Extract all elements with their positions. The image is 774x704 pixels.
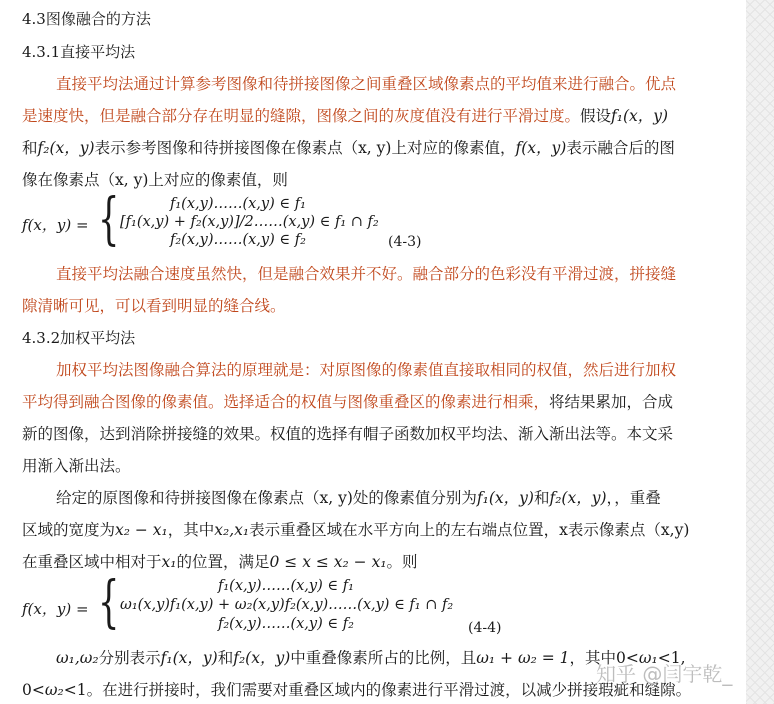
paragraph-line bbox=[22, 679, 691, 701]
math-omega-sum: ω₁ + ω₂ = 1 bbox=[476, 649, 570, 667]
formula-case: f₁(x,y)……(x,y) ∈ f₁ bbox=[218, 578, 354, 594]
paragraph-text: <1。在进行拼接时，我们需要对重叠区域内的像素进行平滑过渡，以减少拼接瑕疵和缝隙。 bbox=[63, 681, 692, 699]
math-omega2: ω₂ bbox=[44, 681, 64, 699]
paragraph-text: 。则 bbox=[386, 553, 418, 571]
math-f1xy: f₁(x，y) bbox=[160, 649, 218, 667]
paragraph-line bbox=[22, 551, 418, 573]
math-f1xy: f₁(x，y) bbox=[476, 489, 534, 507]
formula-case: f₂(x,y)……(x,y) ∈ f₂ bbox=[218, 616, 354, 632]
paragraph-text: 表示融合后的图 bbox=[566, 139, 675, 157]
paragraph-text: <1, bbox=[657, 649, 686, 667]
math-f2xy: f₂(x，y) bbox=[233, 649, 291, 667]
paragraph-line bbox=[22, 391, 673, 413]
formula-lhs: f(x，y) = bbox=[22, 216, 89, 234]
paragraph-text: 将结果累加，合成 bbox=[549, 393, 674, 411]
math-omega12: ω₁,ω₂ bbox=[56, 649, 99, 667]
formula-brace: { bbox=[98, 570, 120, 635]
math-endpoints: x₂,x₁ bbox=[214, 521, 250, 539]
math-f2xy: f₂(x，y) bbox=[37, 139, 95, 157]
math-x1: x₁ bbox=[161, 553, 177, 571]
formula-lhs: f(x，y) = bbox=[22, 600, 89, 618]
paragraph-text: 给定的原图像和待拼接图像在像素点（x, y)处的像素值分别为 bbox=[56, 489, 477, 507]
formula-4-3 bbox=[22, 187, 722, 256]
math-fxy: f(x，y) bbox=[515, 139, 567, 157]
formula-case: ω₁(x,y)f₁(x,y) + ω₂(x,y)f₂(x,y)……(x,y) ∈ f₁ ∩ f₂ bbox=[120, 597, 454, 613]
paragraph-line bbox=[56, 487, 661, 509]
math-range: 0 ≤ x ≤ x₂ − x₁ bbox=[269, 553, 387, 571]
equation-number: (4-3) bbox=[388, 234, 422, 250]
paragraph-line: 用渐入渐出法。 bbox=[22, 457, 131, 475]
paragraph-text: 平均得到融合图像的像素值。选择适合的权值与图像重叠区的像素进行相乘， bbox=[22, 393, 550, 411]
paragraph-line bbox=[22, 105, 668, 127]
paragraph-text: ，其中0< bbox=[569, 649, 639, 667]
paragraph-line: 像在像素点（x, y)上对应的像素值，则 bbox=[22, 171, 288, 189]
section-heading-4-3: 4.3图像融合的方法 bbox=[22, 10, 151, 28]
formula-brace: { bbox=[98, 187, 120, 252]
paragraph-text: 和 bbox=[217, 649, 234, 667]
watermark: 知乎 @闫宇乾_ bbox=[596, 662, 733, 686]
paragraph-text: 的位置，满足 bbox=[176, 553, 270, 571]
paragraph-text: 是速度快，但是融合部分存在明显的缝隙，图像之间的灰度值没有进行平滑过度。 bbox=[22, 107, 581, 125]
paragraph-line: 新的图像，达到消除拼接缝的效果。权值的选择有帽子函数加权平均法、渐入渐出法等。本文采 bbox=[22, 425, 674, 443]
formula-4-4 bbox=[22, 570, 722, 640]
math-f2xy: f₂(x，y) bbox=[549, 489, 607, 507]
math-f1xy: f₁(x，y) bbox=[611, 107, 669, 125]
paragraph-text: 区域的宽度为 bbox=[22, 521, 116, 539]
paragraph-text: 假设 bbox=[580, 107, 612, 125]
paragraph-line bbox=[56, 647, 686, 669]
paragraph-text: ，其中 bbox=[167, 521, 215, 539]
paragraph-line: 直接平均法融合速度虽然快，但是融合效果并不好。融合部分的色彩没有平滑过渡，拼接缝 bbox=[56, 265, 677, 283]
paragraph-text: ，，重叠 bbox=[606, 489, 661, 507]
formula-case: f₁(x,y)……(x,y) ∈ f₁ bbox=[170, 196, 306, 212]
paragraph-text: 和 bbox=[533, 489, 550, 507]
paragraph-text: 中重叠像素所占的比例，且 bbox=[290, 649, 477, 667]
paragraph-text: x表示像素点（x,y) bbox=[559, 521, 690, 539]
paragraph-text: 在重叠区域中相对于 bbox=[22, 553, 162, 571]
section-heading-4-3-1: 4.3.1直接平均法 bbox=[22, 43, 136, 61]
paragraph-text: 分别表示 bbox=[98, 649, 161, 667]
paragraph-line: 和f₂(x，y)表示参考图像和待拼接图像在像素点（x, y)上对应的像素值，f(x，y)表示融合后的图 bbox=[22, 139, 675, 157]
math-omega1: ω₁ bbox=[638, 649, 658, 667]
section-heading-4-3-2: 4.3.2加权平均法 bbox=[22, 329, 136, 347]
paragraph-line: 隙清晰可见，可以看到明显的缝合线。 bbox=[22, 297, 286, 315]
paragraph-line bbox=[22, 519, 689, 541]
math-overlap-width: x₂ − x₁ bbox=[115, 521, 168, 539]
paragraph-line: 直接平均法通过计算参考图像和待拼接图像之间重叠区域像素点的平均值来进行融合。优点 bbox=[56, 75, 677, 93]
formula-case: [f₁(x,y) + f₂(x,y)]/2……(x,y) ∈ f₁ ∩ f₂ bbox=[120, 214, 379, 230]
paragraph-text: 表示重叠区域在水平方向上的左右端点位置， bbox=[249, 521, 560, 539]
equation-number: (4-4) bbox=[468, 620, 502, 636]
side-scroll-strip bbox=[746, 0, 774, 704]
formula-case: f₂(x,y)……(x,y) ∈ f₂ bbox=[170, 232, 306, 248]
paragraph-text: 0< bbox=[22, 681, 45, 699]
paragraph-text: 表示参考图像和待拼接图像在像素点（x, y)上对应的像素值， bbox=[94, 139, 516, 157]
paragraph-line: 加权平均法图像融合算法的原理就是：对原图像的像素值直接取相同的权值，然后进行加权 bbox=[56, 361, 677, 379]
